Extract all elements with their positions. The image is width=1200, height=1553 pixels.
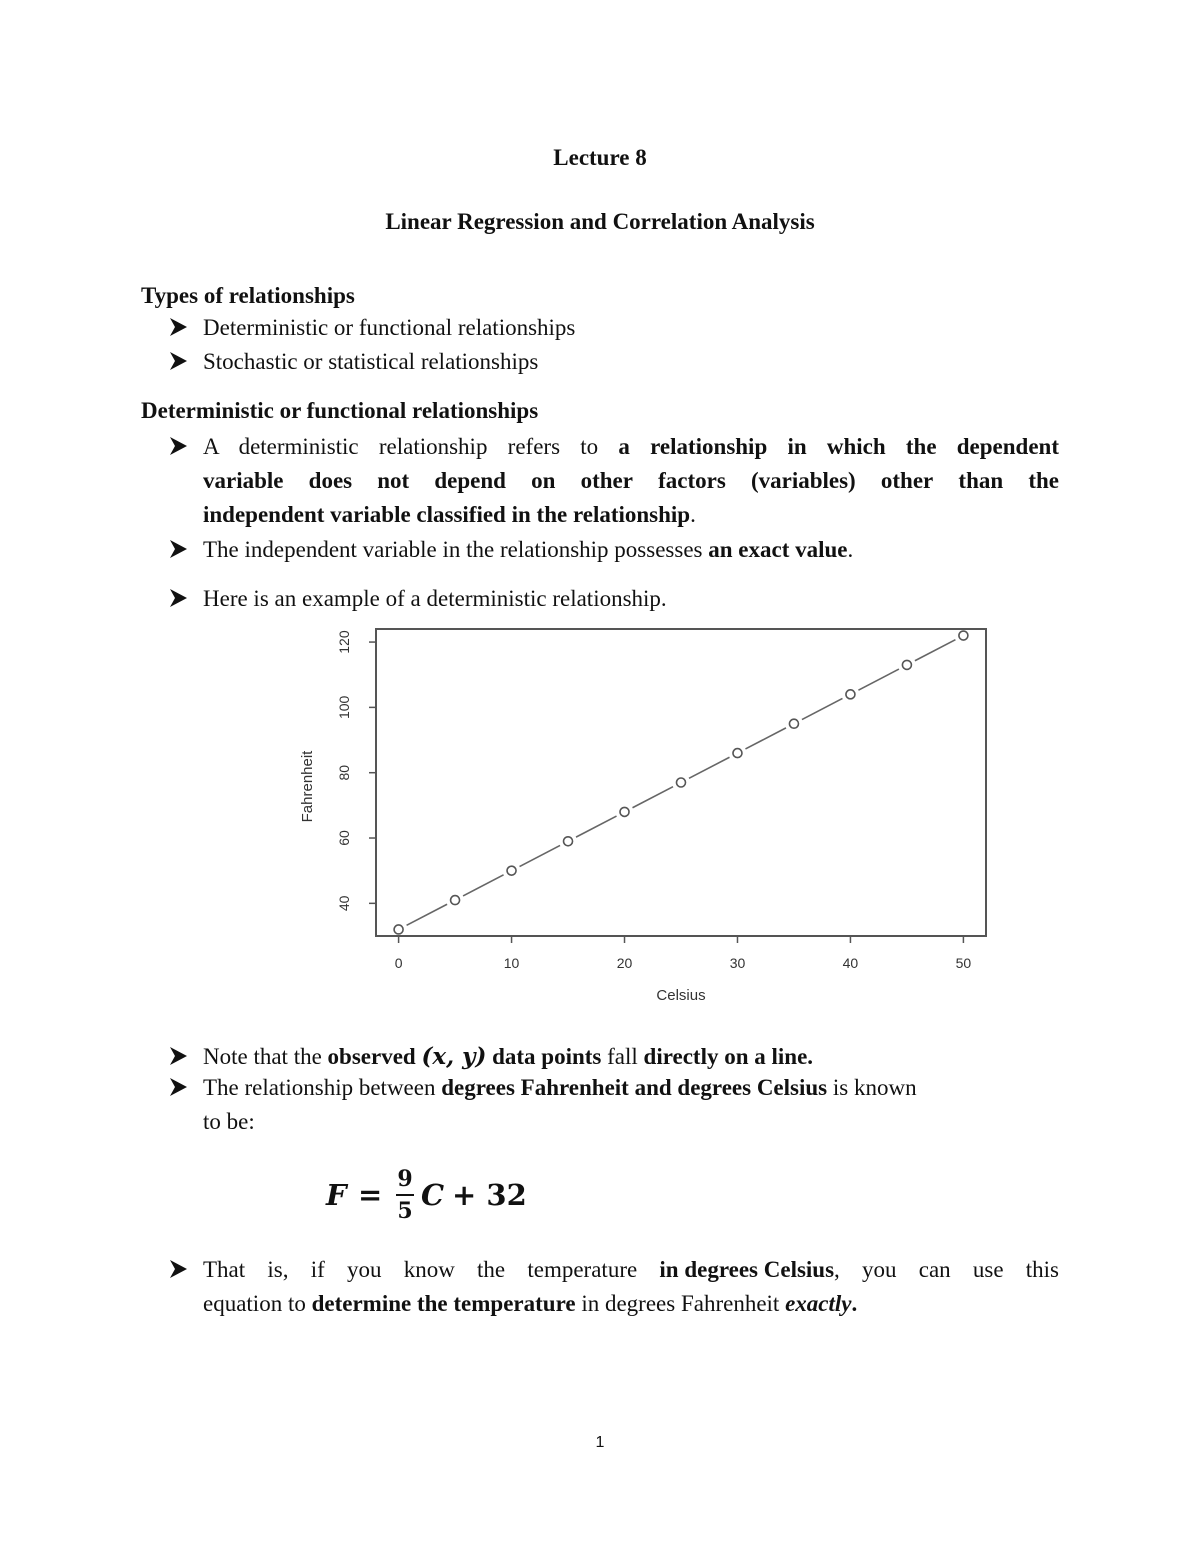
x-tick-label: 30 bbox=[729, 955, 746, 971]
arrow-bullet-icon bbox=[168, 1040, 190, 1070]
series-line-segment bbox=[689, 757, 730, 778]
word: temperature bbox=[527, 1257, 638, 1282]
word: use bbox=[972, 1257, 1004, 1282]
data-point bbox=[507, 866, 516, 875]
word: than bbox=[958, 468, 1004, 493]
word: other bbox=[880, 468, 934, 493]
x-tick-label: 0 bbox=[394, 955, 403, 971]
word: other bbox=[580, 468, 633, 493]
bullet-text: Stochastic or statistical relationships bbox=[203, 349, 539, 374]
word-group: in degrees Celsius, bbox=[659, 1257, 840, 1282]
word: That bbox=[203, 1257, 246, 1282]
data-point bbox=[959, 631, 968, 640]
lecture-title: Lecture 8 bbox=[553, 145, 647, 170]
x-tick-label: 50 bbox=[955, 955, 972, 971]
word: the bbox=[1028, 468, 1059, 493]
y-tick-label: 80 bbox=[336, 764, 352, 781]
scatter-chart bbox=[290, 620, 1000, 1015]
word: the bbox=[477, 1257, 506, 1282]
y-tick-label: 100 bbox=[336, 695, 352, 720]
data-point bbox=[789, 719, 798, 728]
word: variable bbox=[203, 468, 284, 493]
lecture-subtitle: Linear Regression and Correlation Analysis bbox=[385, 209, 815, 234]
word: know bbox=[403, 1257, 455, 1282]
bullet-line: to be: bbox=[203, 1109, 255, 1134]
word: you bbox=[862, 1257, 897, 1282]
word: depend bbox=[434, 468, 506, 493]
x-tick-label: 10 bbox=[503, 955, 520, 971]
y-tick-label: 40 bbox=[336, 895, 352, 912]
word: can bbox=[918, 1257, 951, 1282]
data-point bbox=[394, 925, 403, 934]
page-number: 1 bbox=[595, 1434, 605, 1451]
y-tick-label: 120 bbox=[336, 630, 352, 654]
bullet-line: A deterministic relationship refers to a relationship in which the dependent bbox=[203, 434, 1059, 459]
bullet-line: equation to determine the temperature in degrees Fahrenheit exactly. bbox=[203, 1291, 858, 1316]
section-heading-deterministic: Deterministic or functional relationships bbox=[141, 398, 539, 423]
bullet-line bbox=[203, 1253, 1059, 1287]
y-tick-label: 60 bbox=[336, 830, 352, 846]
arrow-bullet-icon bbox=[168, 345, 190, 375]
series-line-segment bbox=[407, 904, 448, 925]
data-point bbox=[677, 778, 686, 787]
x-axis-label: Celsius bbox=[656, 987, 706, 1004]
arrow-bullet-icon bbox=[168, 430, 190, 460]
word: factors bbox=[658, 468, 726, 493]
x-tick-label: 20 bbox=[616, 955, 633, 971]
fraction: 9 5 bbox=[397, 1166, 413, 1224]
section-heading-types: Types of relationships bbox=[141, 283, 355, 308]
word: is, bbox=[267, 1257, 289, 1282]
data-point bbox=[733, 749, 742, 758]
word: not bbox=[377, 468, 410, 493]
data-point bbox=[902, 660, 911, 669]
data-point bbox=[620, 807, 629, 816]
arrow-bullet-icon bbox=[168, 533, 190, 563]
word: if bbox=[310, 1257, 325, 1282]
arrow-bullet-icon bbox=[168, 1071, 190, 1101]
bullet-text: Here is an example of a deterministic relationship. bbox=[203, 586, 667, 611]
bullet-text: The independent variable in the relationship possesses an exact value. bbox=[203, 537, 854, 562]
series-line-segment bbox=[915, 640, 956, 661]
bullet-line bbox=[203, 464, 1059, 498]
word: this bbox=[1025, 1257, 1059, 1282]
series-line-segment bbox=[858, 669, 899, 690]
y-axis-label: Fahrenheit bbox=[299, 750, 316, 823]
equation: F = 9 5 C + 32 bbox=[326, 1166, 527, 1224]
bullet-text: Note that the observed (x, y) data points fall directly on a line. bbox=[203, 1043, 814, 1070]
bullet-line: independent variable classified in the relationship. bbox=[203, 502, 696, 527]
series-line-segment bbox=[633, 787, 674, 808]
x-tick-label: 40 bbox=[842, 955, 859, 971]
bullet-line: The relationship between degrees Fahrenheit and degrees Celsius is known bbox=[203, 1075, 917, 1100]
arrow-bullet-icon bbox=[168, 1253, 190, 1283]
series-line-segment bbox=[802, 698, 843, 719]
arrow-bullet-icon bbox=[168, 311, 190, 341]
data-point bbox=[564, 837, 573, 846]
series-line-segment bbox=[745, 728, 786, 749]
word: on bbox=[531, 468, 556, 493]
word: you bbox=[346, 1257, 382, 1282]
word: (variables) bbox=[750, 468, 856, 493]
series-line-segment bbox=[463, 875, 504, 896]
data-point bbox=[846, 690, 855, 699]
series-line-segment bbox=[576, 816, 617, 837]
bullet-text: Deterministic or functional relationships bbox=[203, 315, 576, 340]
series-line-segment bbox=[520, 845, 561, 866]
arrow-bullet-icon bbox=[168, 582, 190, 612]
word: does bbox=[308, 468, 353, 493]
data-point bbox=[451, 896, 460, 905]
